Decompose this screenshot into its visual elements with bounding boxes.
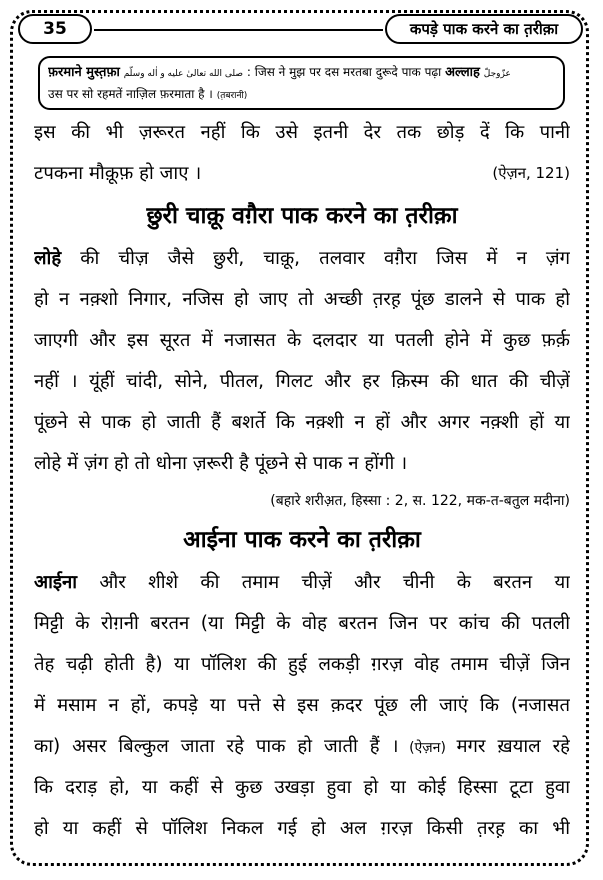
body-line <box>34 562 570 603</box>
lead-word: लोहे <box>34 248 62 269</box>
farmane-text-1: : जिस ने मुझ पर दस मरतबा दुरूदे पाक पढ़ा <box>246 65 442 79</box>
body-line: जाएगी और इस सूरत में नजासत के दलदार या पतली होने में कुछ फ़र्क़ <box>34 330 570 351</box>
farmane-line-2 <box>48 84 555 106</box>
farmane-mustafa-box <box>38 56 565 110</box>
body-line <box>34 153 570 194</box>
body-line: हो न नक़्शो निगार, नजिस हो जाए तो अच्छी त़रह़ पूंछ डालने से पाक हो <box>34 289 570 310</box>
section-heading-knife: छुरी चाक़ू वग़ैरा पाक करने का त़रीक़ा <box>146 203 458 229</box>
farmane-source: (त़बरानी) <box>216 91 248 101</box>
azza-wa-jal-text: عزّوجلّ <box>483 69 511 79</box>
header-rule <box>94 29 383 31</box>
reference-citation: (ऐज़न, 121) <box>492 164 570 182</box>
body-line: तेह चढ़ी होती है) या पॉलिश की हुई लकड़ी ग़रज़ वोह तमाम चीज़ें जिन <box>34 654 570 675</box>
section-heading-mirror: आईना पाक करने का त़रीक़ा <box>183 527 421 553</box>
body-line: पूंछने से पाक हो जाती हैं बशर्ते कि नक़्शी न हों और अगर नक़्शी हों या <box>34 412 570 433</box>
inline-reference: (ऐज़न) <box>398 740 457 756</box>
body-line <box>34 238 570 279</box>
farmane-line-1 <box>48 62 555 84</box>
running-title: कपड़े पाक करने का त़रीक़ा <box>385 14 583 44</box>
reference-citation: (बहारे शरीअ़त, हिस्सा : 2, स. 122, मक-त-बतुल मदीना) <box>270 493 570 509</box>
body-text: टपकना मौक़ूफ़ हो जाए । <box>34 163 202 184</box>
allah-word: अल्लाह <box>445 65 480 80</box>
page-header <box>18 14 583 48</box>
farmane-heading: फ़रमाने मुस्त़फ़ा <box>48 65 120 80</box>
body-line: कि दराड़ हो, या कहीं से कुछ उखड़ा हुवा हो या कोई हिस्सा टूटा हुवा <box>34 777 570 798</box>
body-text: का) असर बिल्कुल जाता रहे पाक हो जाती हैं । <box>34 736 399 757</box>
body-line <box>34 726 570 767</box>
body-line: लोहे में ज़ंग हो तो धोना ज़रूरी है पूंछने से पाक न होंगी । <box>34 453 408 474</box>
body-line: मिट्टी के रोग़नी बरतन (या मिट्टी के वोह बरतन जिन पर कांच की पतली <box>34 613 570 634</box>
page-number: 35 <box>18 14 92 44</box>
body-text: और शीशे की तमाम चीज़ें और चीनी के बरतन या <box>77 572 570 593</box>
body-line: हो या कहीं से पॉलिश निकल गई हो अल ग़रज़ किसी त़रह़ का भी <box>34 818 570 839</box>
body-line: इस की भी ज़रूरत नहीं कि उसे इतनी देर तक छोड़ दें कि पानी <box>34 122 570 143</box>
lead-word: आईना <box>34 572 78 593</box>
body-line: में मसाम न हों, कपड़े या पत्ते से इस क़दर पूंछ ली जाएं कि (नजासत <box>34 695 570 716</box>
body-text: की चीज़ जैसे छुरी, चाक़ू, तलवार वग़ैरा जिस में न ज़ंग <box>61 248 570 269</box>
farmane-text-2: उस पर सो रहमतें नाज़िल फ़रमाता है । <box>48 87 213 101</box>
body-line: नहीं । यूंहीं चांदी, सोने, पीतल, गिलट और हर क़िस्म की धात की चीज़ें <box>34 371 570 392</box>
salutation-text: صلى الله تعالىٰ عليه و اٰله وسلّم <box>123 69 244 79</box>
body-text: मगर ख़याल रहे <box>456 736 570 757</box>
page-content <box>34 112 570 849</box>
